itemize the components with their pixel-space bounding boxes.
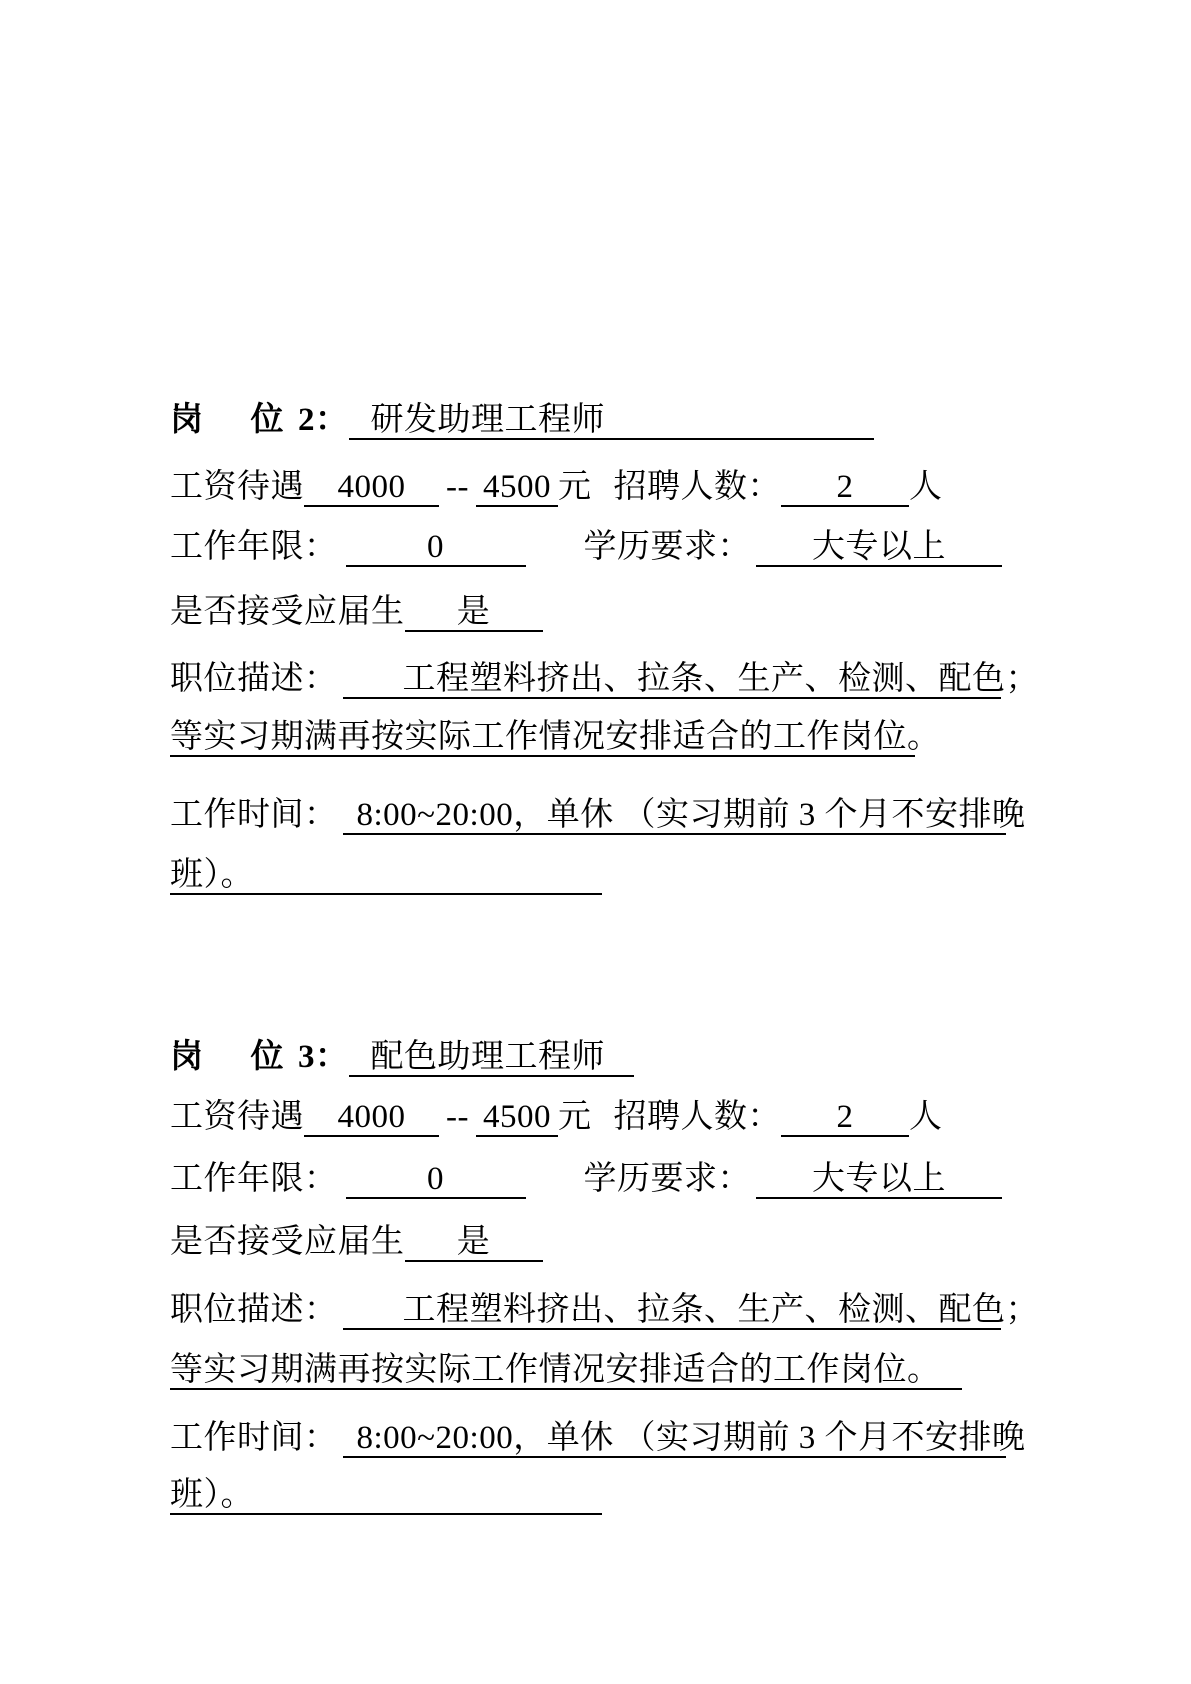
description-blank: 工程塑料挤出、拉条、生产、检测、配色；	[343, 661, 1001, 699]
fresh-graduate-blank: 是	[405, 1224, 543, 1262]
work-time-blank-2: 班）。	[170, 857, 602, 895]
work-time-label: 工作时间：	[170, 797, 338, 833]
fresh-graduate-line	[170, 1222, 543, 1262]
work-time-blank: 8:00~20:00，单休 （实习期前 3 个月不安排晚	[343, 797, 1006, 835]
salary-line	[170, 1097, 942, 1137]
recruit-unit: 人	[908, 469, 943, 505]
salary-separator: --	[446, 1099, 469, 1135]
experience-blank: 0	[346, 1161, 526, 1199]
heading-word1: 岗	[170, 1039, 204, 1075]
fresh-graduate-label: 是否接受应届生	[170, 594, 405, 630]
description-line-2	[170, 717, 941, 757]
description-blank-2: 等实习期满再按实际工作情况安排适合的工作岗位。	[170, 1352, 962, 1390]
position-2-heading	[170, 400, 874, 440]
experience-label: 工作年限：	[170, 1161, 338, 1197]
salary-max-blank: 4500	[476, 469, 558, 507]
recruit-label: 招聘人数：	[613, 1099, 781, 1135]
experience-label: 工作年限：	[170, 529, 338, 565]
work-time-line	[170, 795, 1026, 835]
fresh-graduate-line	[170, 592, 543, 632]
salary-min-blank: 4000	[304, 1099, 439, 1137]
salary-label: 工资待遇	[170, 1099, 304, 1135]
recruit-unit: 人	[908, 1099, 943, 1135]
salary-unit: 元	[557, 469, 592, 505]
experience-blank: 0	[346, 529, 526, 567]
description-blank-2: 等实习期满再按实际工作情况安排适合的工作岗位。	[170, 719, 941, 755]
description-blank: 工程塑料挤出、拉条、生产、检测、配色；	[343, 1292, 1001, 1330]
education-label: 学历要求：	[583, 529, 751, 565]
work-time-blank-2: 班）。	[170, 1477, 602, 1515]
fresh-graduate-label: 是否接受应届生	[170, 1224, 405, 1260]
fresh-graduate-blank: 是	[405, 594, 543, 632]
education-blank: 大专以上	[756, 529, 1002, 567]
description-line	[170, 659, 1039, 699]
salary-label: 工资待遇	[170, 469, 304, 505]
description-line-2	[170, 1350, 962, 1390]
work-time-line-2	[170, 1475, 602, 1515]
recruit-count-blank: 2	[781, 1099, 909, 1137]
position-title-blank: 配色助理工程师	[349, 1039, 634, 1077]
salary-max-blank: 4500	[476, 1099, 558, 1137]
work-time-line	[170, 1418, 1026, 1458]
heading-number: 3：	[298, 1039, 349, 1075]
heading-word2: 位	[250, 1039, 284, 1075]
recruit-count-blank: 2	[781, 469, 909, 507]
experience-line	[170, 527, 1002, 567]
recruit-label: 招聘人数：	[613, 469, 781, 505]
heading-word1: 岗	[170, 402, 204, 438]
work-time-label: 工作时间：	[170, 1420, 338, 1456]
heading-number: 2：	[298, 402, 349, 438]
education-label: 学历要求：	[583, 1161, 751, 1197]
description-label: 职位描述：	[170, 661, 338, 697]
description-line	[170, 1290, 1039, 1330]
salary-unit: 元	[557, 1099, 592, 1135]
work-time-blank: 8:00~20:00，单休 （实习期前 3 个月不安排晚	[343, 1420, 1006, 1458]
salary-line	[170, 467, 942, 507]
salary-min-blank: 4000	[304, 469, 439, 507]
experience-line	[170, 1159, 1002, 1199]
position-3-heading	[170, 1037, 634, 1077]
salary-separator: --	[446, 469, 469, 505]
position-title-blank: 研发助理工程师	[349, 402, 874, 440]
education-blank: 大专以上	[756, 1161, 1002, 1199]
description-label: 职位描述：	[170, 1292, 338, 1328]
work-time-line-2	[170, 855, 602, 895]
heading-word2: 位	[250, 402, 284, 438]
